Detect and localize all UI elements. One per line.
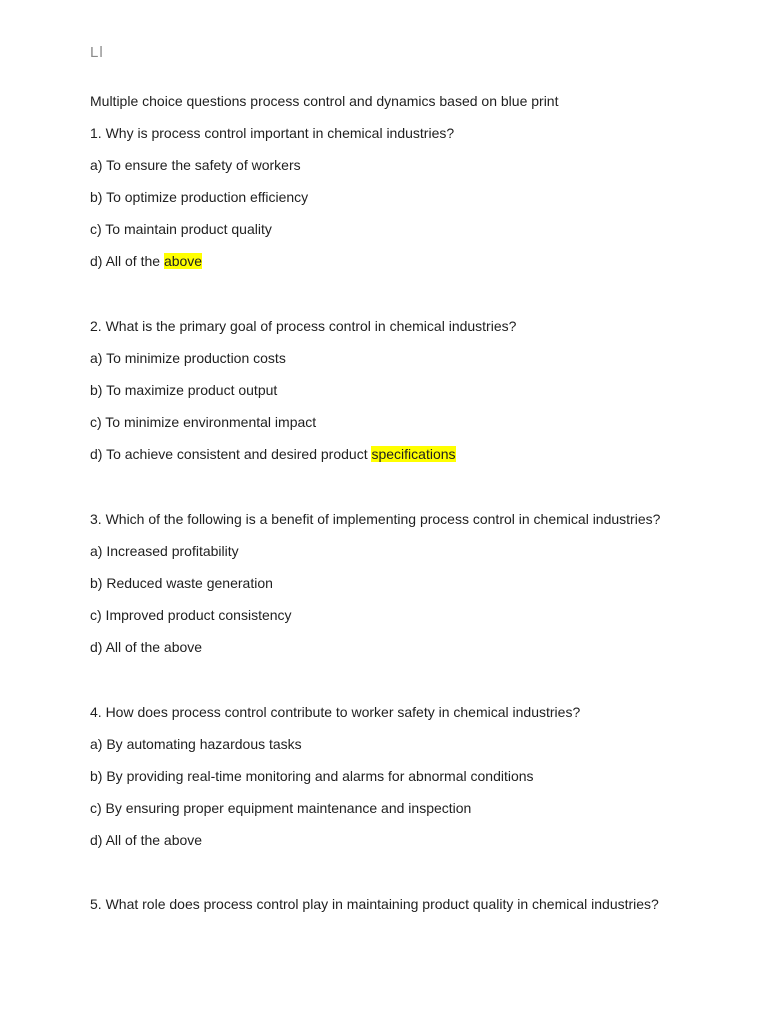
answer-option-text: d) All of the <box>90 253 164 269</box>
answer-option <box>90 445 456 463</box>
answer-option: a) To minimize production costs <box>90 350 286 366</box>
document-title: Multiple choice questions process control and dynamics based on blue print <box>90 93 559 109</box>
answer-option: b) To optimize production efficiency <box>90 189 309 205</box>
answer-option: a) To ensure the safety of workers <box>90 157 301 173</box>
answer-option: c) By ensuring proper equipment maintenance and inspection <box>90 800 472 816</box>
answer-option-text: d) To achieve consistent and desired product <box>90 446 372 462</box>
question-text: 1. Why is process control important in chemical industries? <box>90 125 455 141</box>
question-text: 5. What role does process control play in maintaining product quality in chemical industries? <box>90 896 659 912</box>
answer-option: b) To maximize product output <box>90 382 278 398</box>
header-mark: Ll <box>90 44 104 61</box>
highlighted-text: specifications <box>371 446 456 462</box>
answer-option <box>90 252 202 270</box>
answer-option: c) To maintain product quality <box>90 221 272 237</box>
answer-option: d) All of the above <box>90 832 203 848</box>
answer-option: c) To minimize environmental impact <box>90 414 317 430</box>
question-text: 4. How does process control contribute to worker safety in chemical industries? <box>90 704 581 720</box>
question-text: 2. What is the primary goal of process control in chemical industries? <box>90 318 517 334</box>
highlighted-text: above <box>163 253 203 269</box>
answer-option: c) Improved product consistency <box>90 607 292 623</box>
answer-option: b) Reduced waste generation <box>90 575 273 591</box>
answer-option: b) By providing real-time monitoring and alarms for abnormal conditions <box>90 768 534 784</box>
answer-option: a) Increased profitability <box>90 543 239 559</box>
answer-option: d) All of the above <box>90 639 203 655</box>
answer-option: a) By automating hazardous tasks <box>90 736 302 752</box>
question-text: 3. Which of the following is a benefit of implementing process control in chemical industries? <box>90 511 661 527</box>
